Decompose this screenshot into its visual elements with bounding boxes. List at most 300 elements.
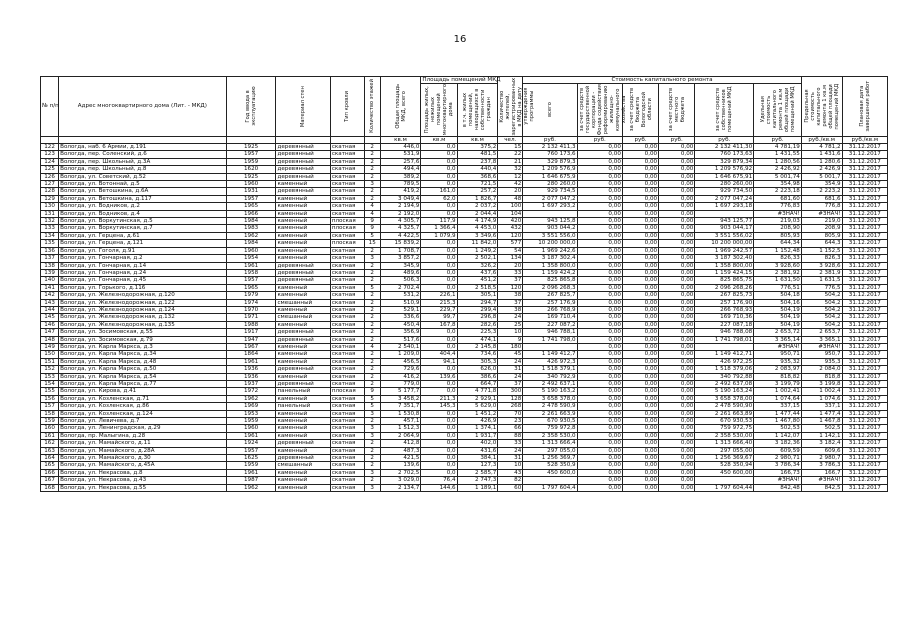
cell-t: 426 972,3 (523, 358, 577, 365)
cell-addr: Вологда, ул. Гончарная, д.2 (59, 255, 227, 262)
cell-m: каменный (276, 203, 330, 210)
cell-m: каменный (276, 447, 330, 454)
cell-f: 2 (364, 188, 380, 195)
cell-b: 0,0 (421, 151, 457, 158)
cell-w: 929 734,50 (695, 188, 754, 195)
cell-n: 168 (41, 484, 59, 491)
cell-u: 609,59 (754, 447, 802, 454)
cell-b: 167,8 (421, 321, 457, 328)
cell-addr: Вологда, ул. Ленинградская, д.29 (59, 425, 227, 432)
header-num: № п/п (41, 77, 59, 137)
cell-addr: Вологда, ул. Некрасова, д.8 (59, 469, 227, 476)
cell-m: каменный (276, 284, 330, 291)
cell-d: 31.12.2017 (842, 425, 887, 432)
cell-f: 5 (364, 232, 380, 239)
cell-u: 504,18 (754, 292, 802, 299)
cell-a: 2 702,5 (380, 469, 421, 476)
cell-g: 0,00 (577, 203, 622, 210)
cell-b: 0,0 (421, 455, 457, 462)
cell-l: 0,00 (659, 151, 695, 158)
cell-p: 268 (498, 403, 523, 410)
cell-u: 950,71 (754, 351, 802, 358)
cell-g: 0,00 (577, 210, 622, 217)
cell-t: 2 096 268,3 (523, 284, 577, 291)
header-fund: за счет средств государственной корпорации - Фонда содействия реформированию жилищно-коммунального хозяйства (578, 84, 627, 136)
table-row (41, 284, 888, 291)
cell-n: 123 (41, 151, 59, 158)
cell-t: 1 209 576,9 (523, 166, 577, 173)
cell-b: 0,0 (421, 432, 457, 439)
cell-g: 0,00 (577, 455, 622, 462)
cell-r: скатная (330, 321, 364, 328)
table-row (41, 403, 888, 410)
cell-m: деревянный (276, 173, 330, 180)
table-row (41, 240, 888, 247)
cell-c: 368,6 (457, 173, 498, 180)
cell-f: 2 (364, 477, 380, 484)
cell-p: 120 (498, 232, 523, 239)
cell-a: 2 702,4 (380, 284, 421, 291)
cell-x: 2 653,7 (801, 329, 842, 336)
cell-addr: Вологда, пр. Малыгина, д.28 (59, 432, 227, 439)
cell-t (523, 343, 577, 350)
header-res-area: Площадь жилых, нежилых помещений многоквартирного дома (421, 84, 457, 136)
cell-n: 160 (41, 425, 59, 432)
cell-n: 155 (41, 388, 59, 395)
cell-g: 0,00 (577, 144, 622, 151)
cell-y: 1967 (226, 343, 276, 350)
cell-w: 2 077 047,24 (695, 195, 754, 202)
cell-c: 721,5 (457, 181, 498, 188)
header-max-cost: Предельная стоимость капитального ремонта 1 кв.м общей площади помещений МКД (801, 77, 842, 137)
cell-p: 43 (498, 469, 523, 476)
cell-c: 1 451,2 (457, 410, 498, 417)
cell-g: 0,00 (577, 218, 622, 225)
cell-b: 94,1 (421, 358, 457, 365)
cell-x: 219,0 (801, 218, 842, 225)
table-row (41, 188, 888, 195)
cell-r: скатная (330, 151, 364, 158)
cell-a: 356,9 (380, 329, 421, 336)
cell-g: 0,00 (577, 469, 622, 476)
cell-p: 31 (498, 455, 523, 462)
cell-x: 2 381,9 (801, 269, 842, 276)
cell-u: 502,53 (754, 425, 802, 432)
cell-g: 0,00 (577, 447, 622, 454)
cell-u: 644,34 (754, 240, 802, 247)
table-row (41, 321, 888, 328)
cell-l: 0,00 (659, 469, 695, 476)
table-row (41, 277, 888, 284)
cell-x: #ЗНАЧ! (801, 343, 842, 350)
cell-u: 504,19 (754, 321, 802, 328)
cell-w: 280 260,00 (695, 181, 754, 188)
cell-a: 487,3 (380, 447, 421, 454)
cell-p: 38 (498, 292, 523, 299)
cell-p: 48 (498, 195, 523, 202)
table-row (41, 173, 888, 180)
cell-b: 0,0 (421, 388, 457, 395)
cell-d: 31.12.2017 (842, 410, 887, 417)
cell-t: 1 159 424,2 (523, 269, 577, 276)
cell-addr: Вологда, ул. Железнодорожная, д.120 (59, 292, 227, 299)
cell-o: 0,00 (622, 477, 658, 484)
cell-d: 31.12.2017 (842, 144, 887, 151)
cell-l: 0,00 (659, 477, 695, 484)
cell-c: 474,1 (457, 336, 498, 343)
cell-g: 0,00 (577, 151, 622, 158)
cell-o: 0,00 (622, 292, 658, 299)
table-row (41, 151, 888, 158)
cell-a: 506,3 (380, 277, 421, 284)
cell-u: 805,93 (754, 232, 802, 239)
cell-c: 305,3 (457, 358, 498, 365)
cell-t: 1 697 293,2 (523, 203, 577, 210)
cell-u: 1 467,80 (754, 418, 802, 425)
cell-p: 420 (498, 218, 523, 225)
cell-r: скатная (330, 292, 364, 299)
cell-r: скатная (330, 484, 364, 491)
table-row (41, 432, 888, 439)
table-row (41, 410, 888, 417)
cell-addr: Вологда, ул. Некрасова, д.55 (59, 484, 227, 491)
cell-n: 127 (41, 181, 59, 188)
cell-l: 0,00 (659, 232, 695, 239)
cell-a: 15 839,2 (380, 240, 421, 247)
cell-p: 24 (498, 447, 523, 454)
cell-addr: Вологда, ул. Кирова, д.41 (59, 388, 227, 395)
cell-a: 1 209,0 (380, 351, 421, 358)
cell-c: 2 929,1 (457, 395, 498, 402)
cell-m: деревянный (276, 329, 330, 336)
cell-c: 2 145,8 (457, 343, 498, 350)
header-residents: Количество жителей, зарегистрированных в МКД на дату утверждения программы (499, 77, 536, 136)
cell-t (523, 210, 577, 217)
cell-a: 494,4 (380, 166, 421, 173)
cell-l: 0,00 (659, 218, 695, 225)
cell-d: 31.12.2017 (842, 247, 887, 254)
cell-t: 169 710,4 (523, 314, 577, 321)
cell-f: 9 (364, 388, 380, 395)
cell-y: 1957 (226, 277, 276, 284)
cell-t: 528 350,9 (523, 462, 577, 469)
cell-g: 0,00 (577, 388, 622, 395)
cell-addr: Вологда, ул. Гончарная, д.45 (59, 277, 227, 284)
cell-n: 142 (41, 292, 59, 299)
cell-x: 5 001,7 (801, 173, 842, 180)
cell-n: 150 (41, 351, 59, 358)
cell-n: 126 (41, 173, 59, 180)
cell-d: 31.12.2017 (842, 240, 887, 247)
cell-x: 826,3 (801, 255, 842, 262)
cell-w: 943 125,77 (695, 218, 754, 225)
cell-c: 2 585,7 (457, 469, 498, 476)
cell-c: 4 174,9 (457, 218, 498, 225)
cell-addr: Вологда, ул. Карла Маркса, д.48 (59, 358, 227, 365)
cell-a: 257,6 (380, 158, 421, 165)
cell-y: 1625 (226, 455, 276, 462)
header-deadline: Плановая дата завершения работ (842, 77, 887, 137)
cell-a: 412,8 (380, 440, 421, 447)
cell-y: 1954 (226, 255, 276, 262)
cell-b: 0,0 (421, 336, 457, 343)
cell-n: 131 (41, 210, 59, 217)
table-row (41, 262, 888, 269)
cell-w: 1 256 369,67 (695, 455, 754, 462)
cell-x: 337,1 (801, 403, 842, 410)
cell-f: 15 (364, 240, 380, 247)
cell-f: 9 (364, 218, 380, 225)
cell-m: каменный (276, 195, 330, 202)
cell-f: 2 (364, 358, 380, 365)
cell-o: 0,00 (622, 277, 658, 284)
table-row (41, 469, 888, 476)
cell-m: каменный (276, 358, 330, 365)
cell-d: 31.12.2017 (842, 299, 887, 306)
cell-t (523, 477, 577, 484)
cell-m: каменный (276, 432, 330, 439)
cell-w: 1 646 675,91 (695, 173, 754, 180)
cell-u: 776,51 (754, 284, 802, 291)
unit-cell: кв.м (421, 136, 457, 143)
cell-n: 166 (41, 469, 59, 476)
cell-c: 2 037,2 (457, 203, 498, 210)
table-row (41, 343, 888, 350)
cell-x: 502,5 (801, 425, 842, 432)
table-row (41, 447, 888, 454)
cell-r: плоская (330, 388, 364, 395)
cell-t: 450 600,0 (523, 469, 577, 476)
cell-w: 329 879,34 (695, 158, 754, 165)
cell-o: 0,00 (622, 314, 658, 321)
cell-a: 457,1 (380, 418, 421, 425)
cell-t: 2 132 411,3 (523, 144, 577, 151)
cell-b: 0,0 (421, 262, 457, 269)
table-row (41, 477, 888, 484)
table-row (41, 358, 888, 365)
cell-addr: Вологда, ул. Козленская, д.124 (59, 410, 227, 417)
cell-x: 3 199,8 (801, 381, 842, 388)
cell-f: 4 (364, 203, 380, 210)
cell-l: 0,00 (659, 351, 695, 358)
cell-p: 15 (498, 144, 523, 151)
cell-l: 0,00 (659, 292, 695, 299)
cell-o: 0,00 (622, 432, 658, 439)
cell-addr: Вологда, ул. Мамайского, д.45А (59, 462, 227, 469)
cell-n: 144 (41, 306, 59, 313)
cell-m: каменный (276, 210, 330, 217)
cell-f: 3 (364, 255, 380, 262)
cell-m: деревянный (276, 262, 330, 269)
cell-g: 0,00 (577, 477, 622, 484)
cell-r: скатная (330, 262, 364, 269)
cell-o: 0,00 (622, 418, 658, 425)
cell-f: 3 (364, 181, 380, 188)
cell-g: 0,00 (577, 336, 622, 343)
cell-u: 3 182,36 (754, 440, 802, 447)
cell-t: 1 256 369,7 (523, 455, 577, 462)
cell-x: #ЗНАЧ! (801, 477, 842, 484)
cell-l: 0,00 (659, 225, 695, 232)
cell-b: 139,6 (421, 373, 457, 380)
cell-w: 340 792,88 (695, 373, 754, 380)
cell-l: 0,00 (659, 336, 695, 343)
cell-n: 136 (41, 247, 59, 254)
cell-d: 31.12.2017 (842, 188, 887, 195)
header-address: Адрес многоквартирного дома (Лит. - МКД) (59, 77, 227, 137)
cell-y: 1961 (226, 469, 276, 476)
cell-w: 759 972,75 (695, 425, 754, 432)
cell-w: 3 187 302,40 (695, 255, 754, 262)
cell-w: 3 658 378,00 (695, 395, 754, 402)
cell-y: 1960 (226, 425, 276, 432)
cell-c: 1 249,2 (457, 247, 498, 254)
cell-y: 1958 (226, 269, 276, 276)
cell-g: 0,00 (577, 173, 622, 180)
cell-b: 0,0 (421, 166, 457, 173)
cell-x: 3 182,4 (801, 440, 842, 447)
cell-n: 156 (41, 395, 59, 402)
cell-t: 297 055,0 (523, 447, 577, 454)
table-row (41, 269, 888, 276)
table-row (41, 225, 888, 232)
cell-d: 31.12.2017 (842, 329, 887, 336)
cell-d: 31.12.2017 (842, 210, 887, 217)
cell-d: 31.12.2017 (842, 351, 887, 358)
cell-t: 3 551 556,0 (523, 232, 577, 239)
cell-c: 1 931,7 (457, 432, 498, 439)
cell-n: 124 (41, 158, 59, 165)
cell-b: 0,0 (421, 418, 457, 425)
cell-p: 33 (498, 269, 523, 276)
cell-w: 1 159 424,15 (695, 269, 754, 276)
cell-x: 2 084,0 (801, 366, 842, 373)
cell-d: 31.12.2017 (842, 381, 887, 388)
cell-p: 20 (498, 262, 523, 269)
cell-o: 0,00 (622, 462, 658, 469)
cell-x: 166,7 (801, 469, 842, 476)
cell-d: 31.12.2017 (842, 373, 887, 380)
table-row (41, 195, 888, 202)
cell-x: 1 467,8 (801, 418, 842, 425)
cell-b: 404,4 (421, 351, 457, 358)
cell-w: 10 200 000,00 (695, 240, 754, 247)
cell-w: 760 173,63 (695, 151, 754, 158)
cell-x: 935,3 (801, 358, 842, 365)
cell-y: 1984 (226, 218, 276, 225)
cell-w: 825 865,75 (695, 277, 754, 284)
cell-m: каменный (276, 373, 330, 380)
cell-l: 0,00 (659, 484, 695, 491)
cell-r: скатная (330, 166, 364, 173)
cell-c: 431,6 (457, 447, 498, 454)
cell-c: 1 826,7 (457, 195, 498, 202)
cell-u: 2 426,92 (754, 166, 802, 173)
cell-u: #ЗНАЧ! (754, 477, 802, 484)
cell-r: плоская (330, 225, 364, 232)
cell-x: 3 928,6 (801, 262, 842, 269)
cell-a: 1 708,7 (380, 247, 421, 254)
cell-t: 267 825,7 (523, 292, 577, 299)
cell-r: скатная (330, 195, 364, 202)
cell-d: 31.12.2017 (842, 255, 887, 262)
cell-f: 2 (364, 336, 380, 343)
cell-m: деревянный (276, 158, 330, 165)
cell-o: 0,00 (622, 188, 658, 195)
cell-r: скатная (330, 469, 364, 476)
cell-o: 0,00 (622, 218, 658, 225)
cell-u: 3 786,34 (754, 462, 802, 469)
cell-o: 0,00 (622, 440, 658, 447)
cell-addr: Вологда, пер. Соленский, д.6 (59, 151, 227, 158)
cell-a: 3 029,0 (380, 477, 421, 484)
cell-f: 2 (364, 262, 380, 269)
cell-f: 2 (364, 440, 380, 447)
unit-cell: руб. (577, 136, 622, 143)
cell-p: 60 (498, 484, 523, 491)
cell-l: 0,00 (659, 373, 695, 380)
cell-d: 31.12.2017 (842, 173, 887, 180)
cell-g: 0,00 (577, 373, 622, 380)
cell-g: 0,00 (577, 440, 622, 447)
cell-t: 946 788,1 (523, 329, 577, 336)
unit-cell: кв.м (380, 136, 421, 143)
cell-p: 82 (498, 477, 523, 484)
cell-y: 1957 (226, 195, 276, 202)
cell-u: 2 980,71 (754, 455, 802, 462)
cell-a: 779,0 (380, 381, 421, 388)
cell-c: 225,3 (457, 329, 498, 336)
cell-o: 0,00 (622, 410, 658, 417)
cell-y: 1961 (226, 432, 276, 439)
cell-l: 0,00 (659, 306, 695, 313)
cell-o: 0,00 (622, 455, 658, 462)
cell-d: 31.12.2017 (842, 336, 887, 343)
cell-o: 0,00 (622, 151, 658, 158)
cell-o: 0,00 (622, 395, 658, 402)
cell-d: 31.12.2017 (842, 447, 887, 454)
cell-l: 0,00 (659, 381, 695, 388)
cell-addr: Вологда, ул. Карла Маркса, д.50 (59, 366, 227, 373)
cell-n: 146 (41, 321, 59, 328)
cell-w: 1 313 666,40 (695, 440, 754, 447)
cell-w: 450 600,00 (695, 469, 754, 476)
cell-addr: Вологда, ул. Карла Маркса, д.54 (59, 373, 227, 380)
table-row (41, 158, 888, 165)
cell-p: 37 (498, 381, 523, 388)
cell-m: каменный (276, 418, 330, 425)
cell-l: 0,00 (659, 455, 695, 462)
table-row (41, 388, 888, 395)
cell-t: 825 865,8 (523, 277, 577, 284)
cell-g: 0,00 (577, 418, 622, 425)
table-row (41, 210, 888, 217)
cell-r: скатная (330, 306, 364, 313)
cell-l: 0,00 (659, 210, 695, 217)
cell-x: 1 074,6 (801, 395, 842, 402)
cell-o: 0,00 (622, 425, 658, 432)
cell-b: 0,0 (421, 410, 457, 417)
cell-m: каменный (276, 343, 330, 350)
cell-x: 818,8 (801, 373, 842, 380)
cell-x: 842,5 (801, 484, 842, 491)
cell-b: 0,0 (421, 255, 457, 262)
cell-y: 1969 (226, 403, 276, 410)
cell-w: 903 044,17 (695, 225, 754, 232)
cell-w: 1 797 604,44 (695, 484, 754, 491)
cell-y: 1957 (226, 151, 276, 158)
header-cost-group: Стоимость капитального ремонта (523, 77, 802, 84)
